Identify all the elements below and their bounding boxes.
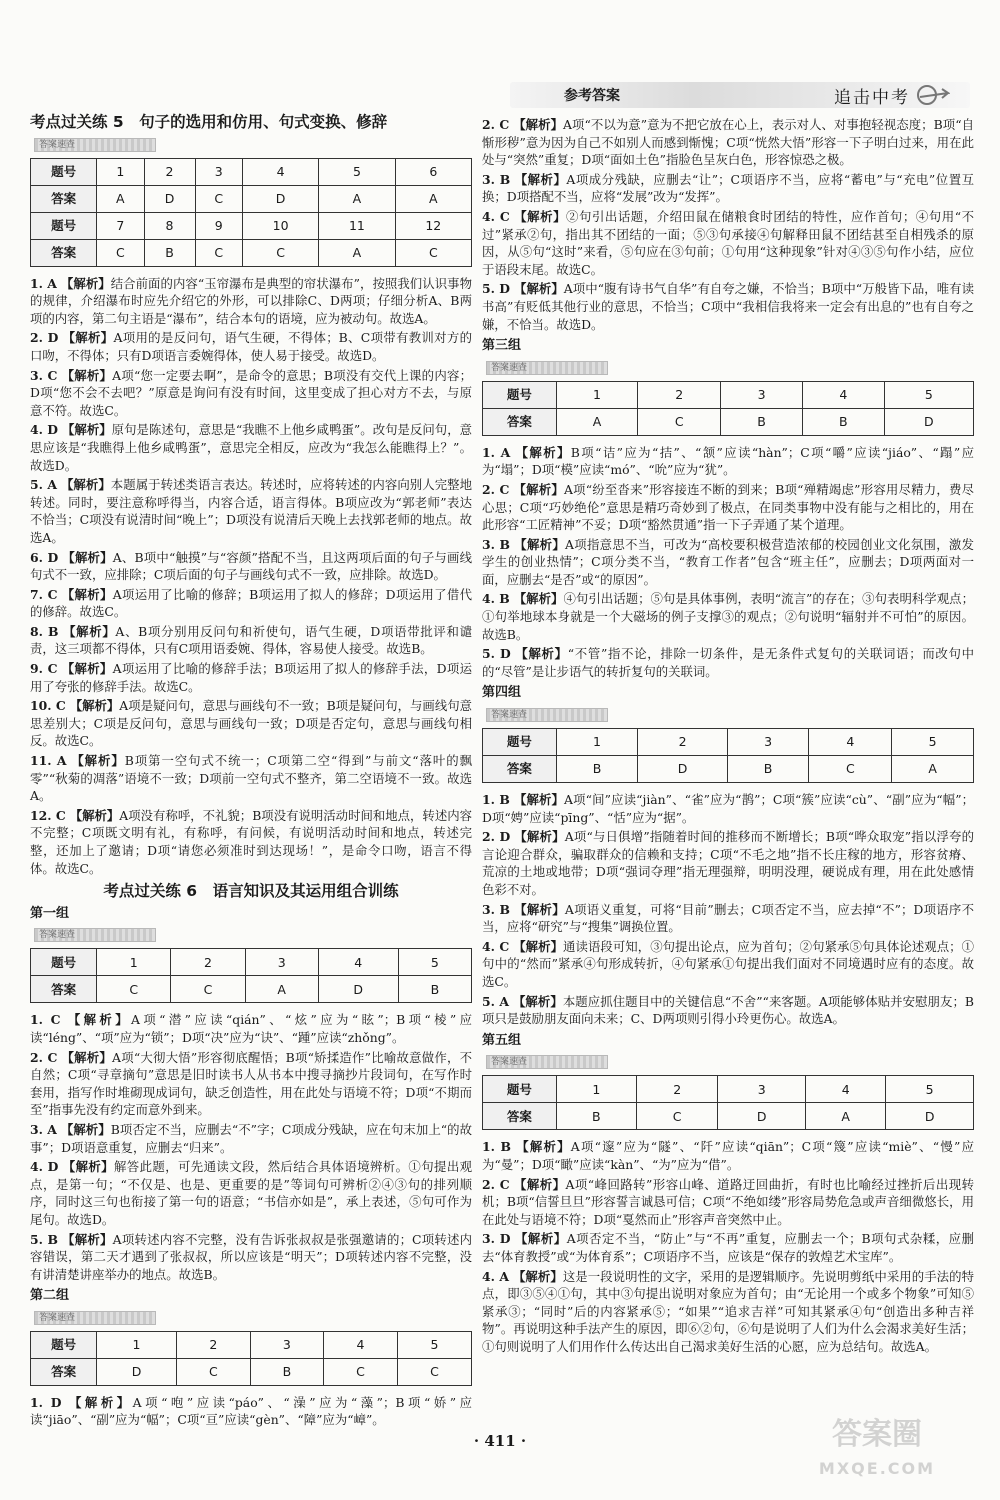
table-cell: 3 [721, 381, 803, 408]
analysis-tag: 【解析】 [61, 367, 113, 383]
table-cell: 4 [323, 1331, 397, 1358]
table-cell: A [556, 408, 638, 435]
section-5-answers [30, 275, 472, 878]
table-row-header: 答案 [31, 239, 97, 266]
table-cell: B [802, 408, 884, 435]
answer-item [30, 1121, 472, 1156]
answer-number: 4. A [482, 1268, 509, 1284]
analysis-tag: 【解析】 [69, 807, 120, 823]
answer-item [30, 367, 472, 420]
table-row-header: 答案 [31, 1358, 97, 1385]
answer-item [482, 444, 974, 479]
answer-number: 3. B [482, 536, 511, 552]
answer-text: “不管”指不论，排除一切条件，是无条件式复句的关联词语；而改句中的“尽管”是让步语气的转折复句的关联词。 [482, 646, 974, 679]
answer-text: A项“峰回路转”形容山峰、道路迂回曲折，有时也比喻经过挫折后出现转机；B项“信誓旦旦”形容誓言诚恳可信；C项“不绝如缕”形容局势危急或声音细微悠长，用在此处与语境不符；D项“戛然而止”形容声音突然中止。 [482, 1176, 974, 1227]
table-row-header: 答案 [31, 185, 97, 212]
answer-number: 5. A [482, 993, 509, 1009]
section-5-title: 考点过关练 5 句子的选用和仿用、句式变换、修辞 [30, 113, 388, 131]
answer-number: 1. B [482, 792, 510, 808]
table-cell: C [636, 1103, 717, 1130]
answer-tag: 答案速查 [486, 1055, 608, 1069]
group-2-answers [30, 1394, 472, 1429]
table-cell: 3 [245, 949, 318, 976]
analysis-tag: 【解析】 [513, 481, 564, 497]
table-cell: 4 [802, 381, 884, 408]
table-cell: C [176, 1358, 250, 1385]
analysis-tag: 【解析】 [514, 208, 567, 224]
table-row [31, 239, 472, 266]
answer-text: A项“间”应读“jiàn”、“雀”应为“鹊”；C项“簇”应读“cù”、“副”应为“幅”；D项“娉”应读“pīng”、“恬”应为“据”。 [482, 792, 974, 825]
table-row-header: 答案 [483, 756, 557, 783]
table-cell: 1 [97, 158, 144, 185]
answer-item [482, 208, 974, 278]
table-cell: C [323, 1358, 397, 1385]
table-cell: 12 [395, 212, 471, 239]
table-cell: D [242, 185, 318, 212]
table-row-header: 题号 [483, 1076, 557, 1103]
answer-item [482, 481, 974, 534]
table-row [31, 1331, 472, 1358]
analysis-tag: 【解析】 [515, 444, 571, 460]
answer-number: 7. C [30, 586, 58, 602]
table-cell: C [195, 239, 242, 266]
answer-text: A项“纷至沓来”形容接连不断的到来；B项“殚精竭虑”形容用尽精力，费尽心思；C项“巧妙绝伦”意思是精巧奇妙到了极点，在同类事物中没有能与之相比的，用在此形容“工匠精神”不妥；D项“豁然贯通”指一下子弄通了某个道理。 [482, 481, 974, 533]
analysis-tag: 【解析】 [513, 792, 565, 808]
answer-text: 这是一段说明性的文字，采用的是逻辑顺序。先说明剪纸中采用的手法的特点，即③⑤④①句，其中③句提出说明对象应为首句；由“无论用一个或多个物象”可知⑤紧承③；“同时”后的内容紧承⑤；“如果”“追求吉祥”可知其紧承④句“创造出多种吉祥物”。再说明这种手法产生的原因，即⑥②句，⑥句是说明了人们为什么会渴求美好生活；①句则说明了人们用作什么传达出自己渴求美好生活的心愿，应为总结句。故选A。 [482, 1268, 974, 1354]
table-cell: 7 [97, 212, 144, 239]
answer-item [482, 828, 974, 898]
analysis-tag: 【解析】 [60, 477, 111, 493]
analysis-tag: 【解析】 [513, 117, 564, 132]
answer-text: A项没有称呼，不礼貌；B项没有说明活动时间和地点，转述内容不完整；C项既文明有礼，有称呼，有问候，有说明活动时间和地点，转述完整，还加上了邀请；D项“请您必须准时到达现场！”，是命令口吻，语言不得体。故选C。 [30, 807, 473, 876]
analysis-tag: 【解析】 [62, 330, 114, 346]
answer-text: B项“诘”应为“拮”、“颔”应读“hàn”；C项“嚼”应读“jiáo”、“蹋”应为“塌”；D项“模”应读“mó”、“吮”应为“犹”。 [482, 444, 974, 478]
table-cell: A [319, 239, 395, 266]
table-cell: D [718, 1103, 806, 1130]
table-cell: 5 [397, 1331, 471, 1358]
table-cell: B [250, 1358, 323, 1385]
table-cell: 10 [242, 212, 318, 239]
answer-number: 4. C [482, 938, 510, 954]
answer-text: A、B项分别用反问句和祈使句，语气生硬，D项语带批评和谴责，这三项都不得体，只有C项用语委婉、得体，容易使人接受。故选B。 [30, 623, 472, 657]
answer-number: 1. D [30, 1394, 62, 1410]
answer-number: 8. B [30, 623, 59, 639]
table-cell: C [395, 239, 471, 266]
answer-number: 2. D [482, 829, 511, 845]
answer-number: 1. A [30, 275, 57, 291]
table-cell: 5 [398, 949, 471, 976]
table-cell: 1 [556, 729, 638, 756]
group-3-answers [482, 444, 974, 681]
table-cell: 5 [886, 1076, 974, 1103]
answer-text: A项“大彻大悟”形容彻底醒悟；B项“矫揉造作”比喻故意做作，不自然；C项“寻章摘句”意思是旧时读书人从书本中搜寻摘抄片段词句，在写作时套用，指写作时堆砌现成词句，缺乏创造性，用在此处与语境不符；D项“不期而至”指事先没有约定而意外到来。 [30, 1049, 472, 1118]
table-cell: 5 [319, 158, 395, 185]
table-row [483, 1103, 974, 1130]
answer-item [30, 1049, 472, 1119]
table-cell: 3 [195, 158, 242, 185]
analysis-tag: 【解析】 [513, 591, 564, 607]
answer-text: A项指意思不当，可改为“高校要积极营造浓郁的校园创业文化氛围，激发学生的创业热情”；C项分类不当，“教育工作者”包含“班主任”，应删去；D项两面对一面，应删去“是否”或“的原因”。 [482, 536, 974, 587]
answer-item [30, 1394, 472, 1429]
table-row [31, 185, 472, 212]
table-row-header: 题号 [31, 212, 97, 239]
answer-text: A项转述内容不完整，没有告诉张叔叔是张强邀请的；C项转述内容错误，第二天才遇到了张叔叔，所以应该是“明天”；D项转述内容不完整，没有讲清楚讲座举办的地点。故选B。 [30, 1231, 473, 1282]
analysis-tag: 【解析】 [515, 1231, 567, 1247]
table-cell: 3 [718, 1076, 806, 1103]
table-cell: D [97, 1358, 177, 1385]
table-cell: B [556, 1103, 636, 1130]
answer-text: A、B项中“触摸”与“容颜”搭配不当，且这两项后面的句子与画线句式不一致，应排除；C项后面的句子与画线句式不一致，应排除。故选D。 [30, 549, 472, 583]
table-cell: A [395, 185, 471, 212]
answer-number: 2. C [482, 481, 510, 497]
page-header [500, 80, 970, 110]
analysis-tag: 【解析】 [60, 1121, 111, 1137]
answer-number: 2. C [30, 1049, 58, 1065]
analysis-tag: 【解析】 [515, 646, 568, 662]
answer-item [482, 901, 974, 936]
answer-item [482, 938, 974, 991]
answer-item [482, 171, 974, 206]
left-column [30, 108, 472, 1431]
analysis-tag: 【解析】 [516, 1139, 571, 1155]
table-row [31, 949, 472, 976]
table-row [483, 1076, 974, 1103]
analysis-tag: 【解析】 [61, 661, 113, 677]
table-row-header: 题号 [483, 729, 557, 756]
table-cell: C [809, 756, 892, 783]
answer-number: 3. B [482, 171, 511, 187]
table-cell: 1 [97, 1331, 177, 1358]
answer-number: 4. C [482, 208, 510, 224]
answer-item [30, 660, 472, 695]
table-cell: C [171, 976, 245, 1003]
answer-number: 9. C [30, 661, 58, 677]
analysis-tag: 【解析】 [514, 281, 564, 297]
analysis-tag: 【解析】 [512, 1268, 563, 1284]
answer-number: 12. C [30, 807, 66, 823]
answer-item [482, 791, 974, 826]
table-cell: 8 [144, 212, 195, 239]
table-cell: D [318, 976, 398, 1003]
arrow-logo-icon [916, 84, 950, 106]
answer-item [482, 536, 974, 589]
table-cell: 1 [97, 949, 171, 976]
watermark-line-2: MXQE.COM [818, 1459, 936, 1478]
table-cell: D [886, 1103, 974, 1130]
table-cell: 5 [884, 381, 973, 408]
header-left-text: 参考答案 [564, 88, 620, 104]
answer-text: A项“潜”应读“qián”、“炫”应为“眩”；B项“棱”应读“léng”、“项”应为“锁”；D项“决”应为“诀”、“踵”应读“zhǒng”。 [30, 1012, 472, 1045]
answer-text: 结合前面的内容“玉帘瀑布是典型的帘状瀑布”，按照我们认识事物的规律，介绍瀑布时应先介绍它的外形，可以排除C、D两项；仔细分析A、B两项的内容，第二句主语是“瀑布”，结合本句的语境，应为被动句。故选A。 [30, 275, 472, 326]
analysis-tag: 【解析】 [61, 586, 113, 602]
analysis-tag: 【解析】 [514, 171, 567, 187]
group-5-title: 第五组 [482, 1032, 522, 1048]
table-cell: 4 [806, 1076, 886, 1103]
right-column [482, 116, 974, 1357]
analysis-tag: 【解析】 [71, 753, 125, 769]
table-cell: 5 [892, 729, 974, 756]
answer-text: A项运用了比喻的修辞手法；B项运用了拟人的修辞手法，D项运用了夸张的修辞手法。故选C。 [30, 661, 472, 694]
answer-number: 10. C [30, 698, 66, 714]
table-row [31, 158, 472, 185]
answer-table [482, 381, 974, 436]
table-cell: 2 [638, 381, 721, 408]
answer-number: 3. A [30, 1121, 57, 1137]
group-1-title: 第一组 [30, 905, 70, 921]
answer-item [482, 590, 974, 643]
group-3-title: 第三组 [482, 338, 522, 354]
analysis-tag: 【解析】 [514, 536, 566, 552]
analysis-tag: 【解析】 [62, 422, 112, 438]
answer-item [482, 1176, 974, 1229]
analysis-tag: 【解析】 [62, 1159, 114, 1175]
section-6-title: 考点过关练 6 语言知识及其运用组合训练 [103, 882, 399, 901]
table-cell: 11 [319, 212, 395, 239]
table-cell: D [884, 408, 973, 435]
table-cell: 3 [727, 729, 809, 756]
answer-number: 3. B [482, 901, 510, 917]
answer-table [30, 158, 472, 267]
table-cell: D [144, 185, 195, 212]
table-cell: 4 [242, 158, 318, 185]
analysis-tag: 【解析】 [67, 1012, 131, 1028]
table-row-header: 题号 [483, 381, 557, 408]
answer-item [30, 697, 472, 750]
table-cell: C [195, 185, 242, 212]
table-cell: 2 [176, 1331, 250, 1358]
answer-number: 5. D [482, 281, 511, 297]
answer-item [30, 623, 472, 658]
table-cell: A [245, 976, 318, 1003]
answer-item [30, 1158, 472, 1228]
answer-item [30, 421, 472, 474]
answer-number: 4. D [30, 422, 59, 438]
answer-item [30, 807, 472, 877]
answer-item [30, 275, 472, 328]
table-cell: B [721, 408, 803, 435]
table-cell: C [97, 239, 144, 266]
answer-item [30, 549, 472, 584]
answer-item [482, 280, 974, 333]
answer-text: A项运用了比喻的修辞；B项运用了拟人的修辞；D项运用了借代的修辞。故选C。 [30, 586, 472, 620]
table-row-header: 答案 [483, 1103, 557, 1130]
answer-number: 5. B [30, 1231, 58, 1247]
table-row [483, 729, 974, 756]
answer-number: 2. D [30, 330, 59, 346]
analysis-tag: 【解析】 [513, 938, 564, 954]
analysis-tag: 【解析】 [514, 829, 565, 845]
answer-table [482, 1075, 974, 1130]
answer-item [30, 476, 472, 546]
table-cell: 3 [250, 1331, 323, 1358]
answer-text: 通读语段可知，③句提出论点，应为首句；②句紧承⑤句具体论述观点；①句中的“然而”紧承④句形成转折，④句紧承①句提出我们面对不同境遇时应有的态度。故选C。 [482, 938, 975, 989]
answer-number: 4. B [482, 591, 510, 607]
answer-number: 2. C [482, 1176, 510, 1192]
answer-text: B项第一空句式不统一；C项第二空“得到”与前文“落叶的飘零”“秋菊的凋落”语境不一致；D项前一空句式不整齐，第二空语境不一致。故选A。 [30, 753, 472, 804]
table-cell: 2 [144, 158, 195, 185]
table-row [31, 1358, 472, 1385]
answer-number: 11. A [30, 753, 67, 769]
table-cell: B [727, 756, 809, 783]
analysis-tag: 【解析】 [60, 275, 111, 291]
table-cell: 9 [195, 212, 242, 239]
answer-tag: 答案速查 [34, 928, 156, 942]
answer-text: A项“邃”应为“隧”、“阡”应读“qiān”；C项“篾”应读“miè”、“慢”应为“曼”；D项“瞰”应读“kàn”、“为”应为“借”。 [482, 1139, 974, 1172]
answer-tag: 答案速查 [34, 1311, 156, 1325]
table-cell: A [806, 1103, 886, 1130]
analysis-tag: 【解析】 [63, 623, 116, 639]
answer-number: 5. D [482, 646, 511, 662]
table-cell: B [398, 976, 471, 1003]
analysis-tag: 【解析】 [514, 901, 565, 917]
answer-item [482, 116, 974, 169]
answer-tag: 答案速查 [486, 361, 608, 375]
answer-item [30, 329, 472, 364]
answer-number: 3. C [30, 367, 58, 383]
group-2-title: 第二组 [30, 1288, 70, 1304]
watermark-logo [772, 1418, 982, 1488]
table-cell: B [144, 239, 195, 266]
answer-number: 4. D [30, 1159, 59, 1175]
table-row-header: 题号 [31, 1331, 97, 1358]
table-row [483, 756, 974, 783]
group-4-answers [482, 791, 974, 1028]
answer-table [30, 948, 472, 1003]
answer-item [482, 993, 974, 1028]
answer-text: A项中“腹有诗书气自华”有自夸之嫌，不恰当；B项中“万般皆下品，唯有读书高”有贬低其他行业的意思，不恰当；C项中“我相信我将来一定会有出息的”也有自夸之嫌，不恰当。故选D。 [482, 281, 974, 332]
answer-text: 本题属于转述类语言表达。转述时，应将转述的内容向别人完整地转述。同时，要注意称呼得当，内容合适，语言得体。B项应改为“郭老师”表达不恰当；C项没有说清时间“晚上”；D项没有说清后天晚上去找郭老师的地点。故选A。 [30, 477, 473, 545]
table-row-header: 答案 [31, 976, 97, 1003]
answer-item [482, 645, 974, 680]
analysis-tag: 【解析】 [69, 1394, 133, 1410]
table-row-header: 答案 [483, 408, 557, 435]
group-2-answers-continued [482, 116, 974, 333]
answer-item [30, 1231, 472, 1284]
answer-number: 1. C [30, 1012, 61, 1028]
answer-text: A项“与日俱增”指随着时间的推移而不断增长；B项“哗众取宠”指以浮夸的言论迎合群众，骗取群众的信赖和支持；C项“不毛之地”指不长庄稼的地方，形容贫瘠、荒凉的土地或地带；D项“强词夺理”指无理强辩，明明没理，硬说成有理，用在此处感情色彩不对。 [482, 829, 974, 897]
answer-text: A项“不以为意”意为不把它放在心上，表示对人、对事抱轻视态度；B项“自惭形秽”意为因为自己不如别人而感到惭愧；C项“恍然大悟”形容一下子明白过来，用在此处与“突然”重复；D项“面如土色”指脸色呈灰白色，形容惊恐之极。 [482, 117, 974, 168]
answer-item [482, 1138, 974, 1173]
table-cell: 4 [318, 949, 398, 976]
answer-text: A项成分残缺，应删去“让”；C项语序不当，应将“蓄电”与“充电”位置互换；D项搭配不当，应将“发展”改为“发挥”。 [482, 171, 975, 205]
answer-text: A项语义重复，可将“目前”删去；C项否定不当，应去掉“不”；D项语序不当，应将“研究”与“搜集”调换位置。 [482, 901, 974, 935]
table-cell: A [892, 756, 974, 783]
table-cell: C [397, 1358, 471, 1385]
answer-text: 本题应抓住题目中的关键信息“不舍”“来客题。A项能够体贴并安慰朋友；B项只是鼓励朋友面向未来；C、D两项则引得小玲更伤心。故选A。 [482, 993, 974, 1027]
table-row [483, 381, 974, 408]
answer-table [30, 1331, 472, 1386]
table-cell: 1 [556, 381, 638, 408]
table-cell: A [319, 185, 395, 212]
answer-text: A项是疑问句，意思与画线句不一致；B项是疑问句，与画线句意思差别大；C项是反问句，意思与画线句一致；D项是否定句，意思与画线句相反。故选C。 [30, 698, 473, 749]
table-cell: 6 [395, 158, 471, 185]
table-cell: 2 [636, 1076, 717, 1103]
answer-tag: 答案速查 [486, 708, 608, 722]
table-row-header: 题号 [31, 949, 97, 976]
answer-text: B项否定不当，应删去“不”字；C项成分残缺，应在句末加上“的故事”；D项语意重复，应删去“归来”。 [30, 1121, 472, 1155]
analysis-tag: 【解析】 [514, 1176, 566, 1192]
group-5-answers [482, 1138, 974, 1355]
answer-table [482, 728, 974, 783]
answer-text: A项“咆”应读“páo”、“澡”应为“藻”；B项“娇”应读“jiāo”、“副”应为“幅”；C项“亘”应读“gèn”、“障”应为“嶂”。 [30, 1394, 472, 1428]
table-row-header: 题号 [31, 158, 97, 185]
analysis-tag: 【解析】 [69, 698, 120, 714]
answer-number: 6. D [30, 549, 59, 565]
analysis-tag: 【解析】 [61, 1049, 113, 1065]
answer-number: 5. A [30, 477, 57, 493]
analysis-tag: 【解析】 [512, 993, 563, 1009]
group-1-answers [30, 1011, 472, 1283]
answer-text: 原句是陈述句，意思是“我瞧不上他乡咸鸭蛋”。改句是反问句，意思应该是“我瞧得上他乡咸鸭蛋”，意思完全相反，应改为“我怎么能瞧得上？”。故选D。 [30, 422, 473, 473]
table-cell: C [638, 408, 721, 435]
table-cell: A [97, 185, 144, 212]
answer-number: 2. C [482, 117, 510, 132]
answer-text: A项用的是反问句，语气生硬，不得体；B、C项带有教训对方的口吻，不得体；只有D项语言委婉得体，使人易于接受。故选D。 [30, 330, 472, 363]
table-cell: D [638, 756, 727, 783]
answer-text: 解答此题，可先通读文段，然后结合具体语境辨析。①句提出观点，是第一句；“不仅是、也是、更重要的是”等词句可辨析②④③句的排列顺序，同时这三句也衔接了第一句的语意；“书信亦如是”，承上表述，⑤句可作为尾句。故选D。 [30, 1159, 473, 1227]
table-row [31, 976, 472, 1003]
answer-item [30, 752, 472, 805]
page-number: · 411 · [473, 1432, 527, 1450]
group-4-title: 第四组 [482, 685, 522, 701]
answer-item [482, 1268, 974, 1356]
table-cell: C [97, 976, 171, 1003]
answer-number: 1. A [482, 444, 511, 460]
answer-number: 3. D [482, 1231, 511, 1247]
watermark-line-1: 答案圈 [832, 1417, 922, 1452]
table-cell: 1 [556, 1076, 636, 1103]
analysis-tag: 【解析】 [62, 549, 113, 565]
answer-number: 1. B [482, 1139, 511, 1155]
table-row [483, 408, 974, 435]
answer-text: A项否定不当，“防止”与“不再”重复，应删去一个；B项句式杂糅，应删去“体育教授”或“为体育系”；C项语序不当，应该是“保存的敦煌艺术宝库”。 [482, 1231, 974, 1264]
answer-item [482, 1230, 974, 1265]
answer-text: A项“您一定要去啊”，是命令的意思；B项没有交代上课的内容；D项“您不会不去吧？”原意是询问有没有时间，这里变成了担心对方不去，与原意不符。故选C。 [30, 367, 472, 418]
answer-item [30, 586, 472, 621]
table-cell: C [242, 239, 318, 266]
answer-text: ④句引出话题；⑤句是具体事例，表明“流言”的存在；③句表明科学观点；①句举地球本身就是一个大磁场的例子支撑③的观点；②句说明“辐射并不可怕”的原因。故选B。 [482, 591, 974, 642]
header-right-text: 追击中考 [834, 87, 910, 108]
table-cell: 4 [809, 729, 892, 756]
table-cell: 2 [171, 949, 245, 976]
table-cell: 2 [638, 729, 727, 756]
table-row [31, 212, 472, 239]
analysis-tag: 【解析】 [62, 1231, 113, 1247]
answer-item [30, 1011, 472, 1046]
answer-tag: 答案速查 [34, 138, 156, 152]
answer-text: ②句引出话题，介绍田鼠在储粮食时团结的特性，应作首句；④句用“不过”紧承②句，指出其不团结的一面；⑤③句承接④句解释田鼠不团结甚至自相残杀的原因，从⑤句“这时”来看，⑤句应在③句前；①句用“这种现象”针对④③⑤句作小结，应位于语段末尾。故选C。 [482, 208, 974, 277]
table-cell: B [556, 756, 638, 783]
